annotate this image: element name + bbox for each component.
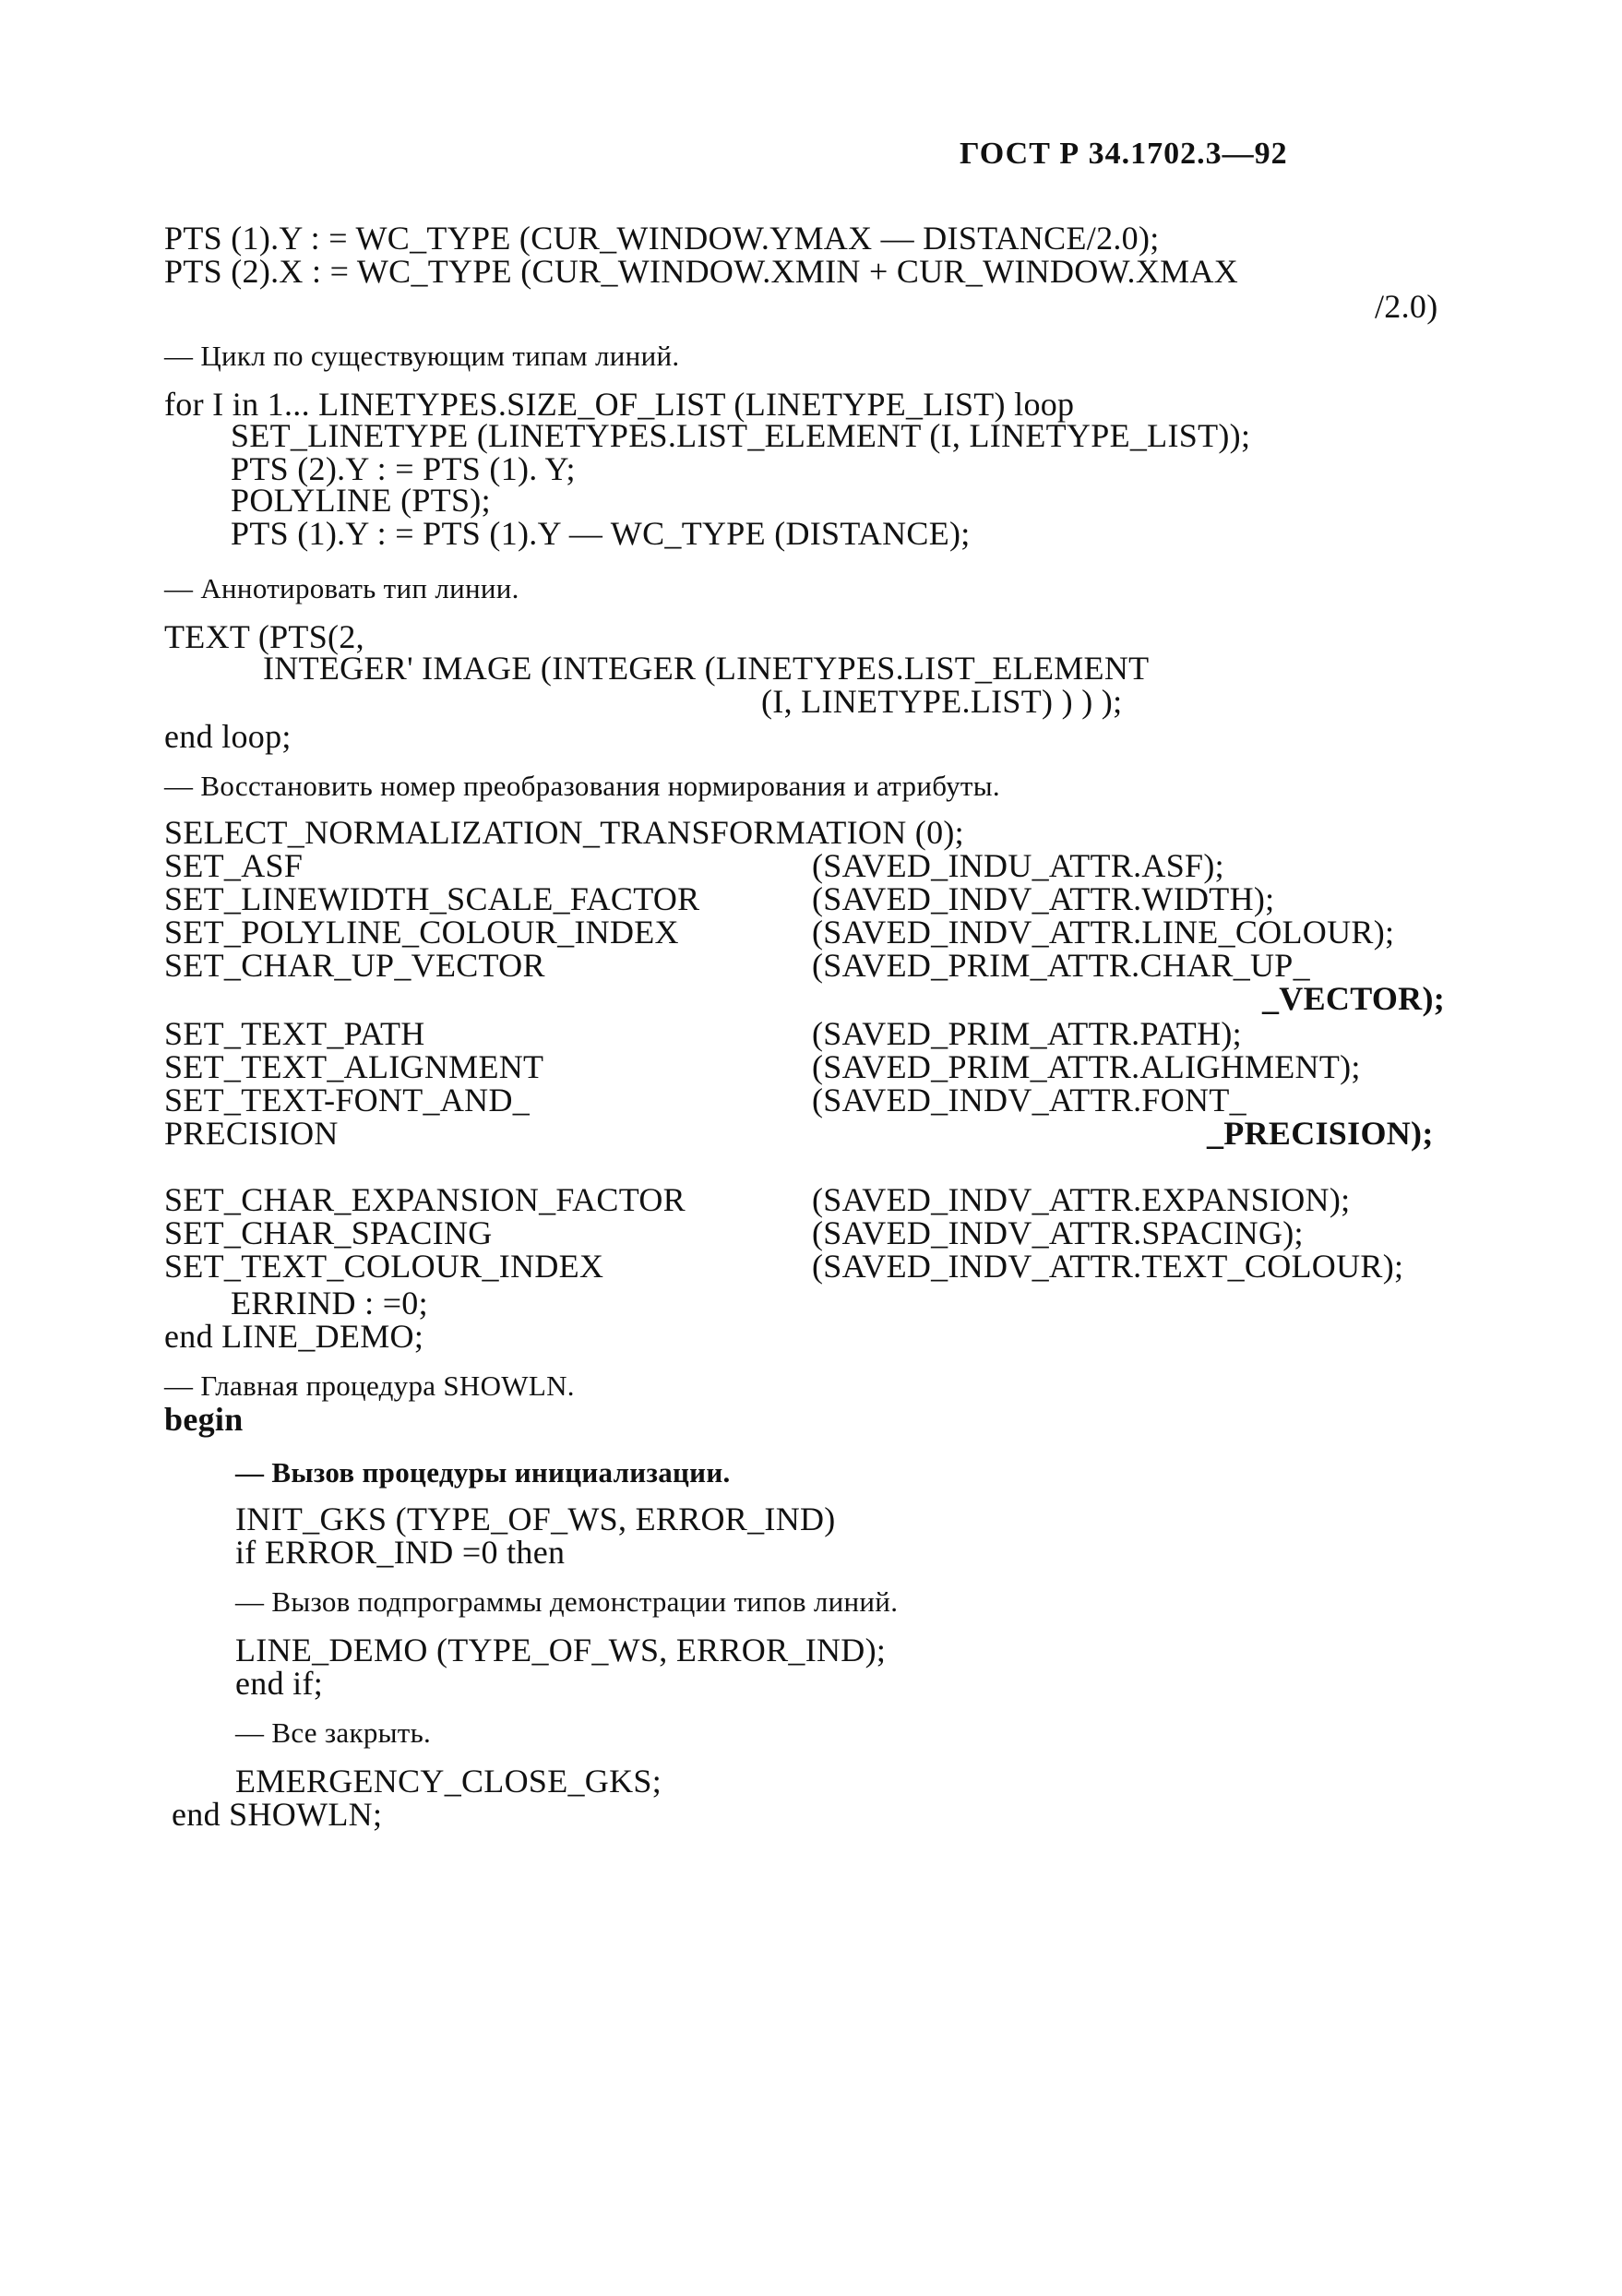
code-line: POLYLINE (PTS); [231, 482, 491, 519]
code-comment: — Восстановить номер преобразования нормирования и атрибуты. [164, 770, 1000, 802]
code-line-argument: _VECTOR); [1262, 980, 1446, 1017]
code-line-procedure: SET_POLYLINE_COLOUR_INDEX [164, 914, 679, 951]
code-line-argument: (SAVED_PRIM_ATTR.ALIGHMENT); [812, 1048, 1361, 1085]
code-line-procedure: SET_TEXT_PATH [164, 1015, 425, 1052]
code-line: (I, LINETYPE.LIST) ) ) ); [761, 683, 1123, 720]
code-line-argument: (SAVED_INDV_ATTR.WIDTH); [812, 880, 1275, 917]
code-line: SET_LINETYPE (LINETYPES.LIST_ELEMENT (I, LINETYPE_LIST)); [231, 417, 1251, 454]
code-line-procedure: SET_CHAR_EXPANSION_FACTOR [164, 1181, 686, 1218]
code-line: end if; [235, 1665, 324, 1702]
code-line-argument: (SAVED_INDV_ATTR.LINE_COLOUR); [812, 914, 1395, 951]
code-line-argument: _PRECISION); [1207, 1115, 1434, 1152]
code-line: /2.0) [1375, 288, 1438, 325]
code-line: TEXT (PTS(2, [164, 618, 364, 655]
code-line: PTS (2).Y : = PTS (1). Y; [231, 450, 576, 487]
code-line-procedure: SET_ASF [164, 847, 304, 884]
code-line: LINE_DEMO (TYPE_OF_WS, ERROR_IND); [235, 1632, 887, 1668]
code-line: INIT_GKS (TYPE_OF_WS, ERROR_IND) [235, 1501, 836, 1537]
code-line-procedure: SET_TEXT_COLOUR_INDEX [164, 1248, 604, 1285]
code-line: ERRIND : =0; [231, 1285, 428, 1321]
standard-header: ГОСТ Р 34.1702.3—92 [960, 137, 1288, 171]
code-line: SELECT_NORMALIZATION_TRANSFORMATION (0); [164, 814, 964, 851]
code-comment: — Главная процедура SHOWLN. [164, 1369, 575, 1402]
code-line-argument: (SAVED_INDV_ATTR.TEXT_COLOUR); [812, 1248, 1404, 1285]
code-comment: — Вызов подпрограммы демонстрации типов линий. [235, 1585, 899, 1618]
code-comment: — Аннотировать тип линии. [164, 572, 519, 604]
code-line-argument: (SAVED_INDV_ATTR.FONT_ [812, 1082, 1246, 1118]
code-line-procedure: SET_TEXT_ALIGNMENT [164, 1048, 544, 1085]
code-line-procedure: SET_CHAR_SPACING [164, 1214, 493, 1251]
code-line: PTS (2).X : = WC_TYPE (CUR_WINDOW.XMIN + CUR_WINDOW.XMAX [164, 253, 1239, 290]
code-line-argument: (SAVED_INDU_ATTR.ASF); [812, 847, 1224, 884]
code-line: PTS (1).Y : = WC_TYPE (CUR_WINDOW.YMAX — DISTANCE/2.0); [164, 220, 1160, 257]
code-line: if ERROR_IND =0 then [235, 1534, 566, 1571]
code-line-argument: (SAVED_PRIM_ATTR.CHAR_UP_ [812, 947, 1310, 984]
code-comment: — Вызов процедуры инициализации. [235, 1456, 731, 1489]
code-line-procedure: PRECISION [164, 1115, 339, 1152]
code-line: end loop; [164, 718, 292, 755]
code-comment: — Все закрыть. [235, 1716, 432, 1749]
code-line-procedure: SET_TEXT-FONT_AND_ [164, 1082, 531, 1118]
code-line-procedure: SET_LINEWIDTH_SCALE_FACTOR [164, 880, 700, 917]
code-comment: — Цикл по существующим типам линий. [164, 340, 680, 372]
code-line: end LINE_DEMO; [164, 1318, 424, 1355]
code-line-argument: (SAVED_INDV_ATTR.SPACING); [812, 1214, 1304, 1251]
code-line: PTS (1).Y : = PTS (1).Y — WC_TYPE (DISTANCE); [231, 515, 971, 552]
code-line-argument: (SAVED_PRIM_ATTR.PATH); [812, 1015, 1242, 1052]
code-line: for I in 1... LINETYPES.SIZE_OF_LIST (LINETYPE_LIST) loop [164, 386, 1075, 423]
code-line-procedure: SET_CHAR_UP_VECTOR [164, 947, 545, 984]
code-line: EMERGENCY_CLOSE_GKS; [235, 1763, 662, 1800]
code-line: begin [164, 1401, 244, 1438]
code-line: INTEGER' IMAGE (INTEGER (LINETYPES.LIST_ELEMENT [263, 650, 1150, 687]
code-line-argument: (SAVED_INDV_ATTR.EXPANSION); [812, 1181, 1351, 1218]
code-line: end SHOWLN; [172, 1796, 383, 1833]
